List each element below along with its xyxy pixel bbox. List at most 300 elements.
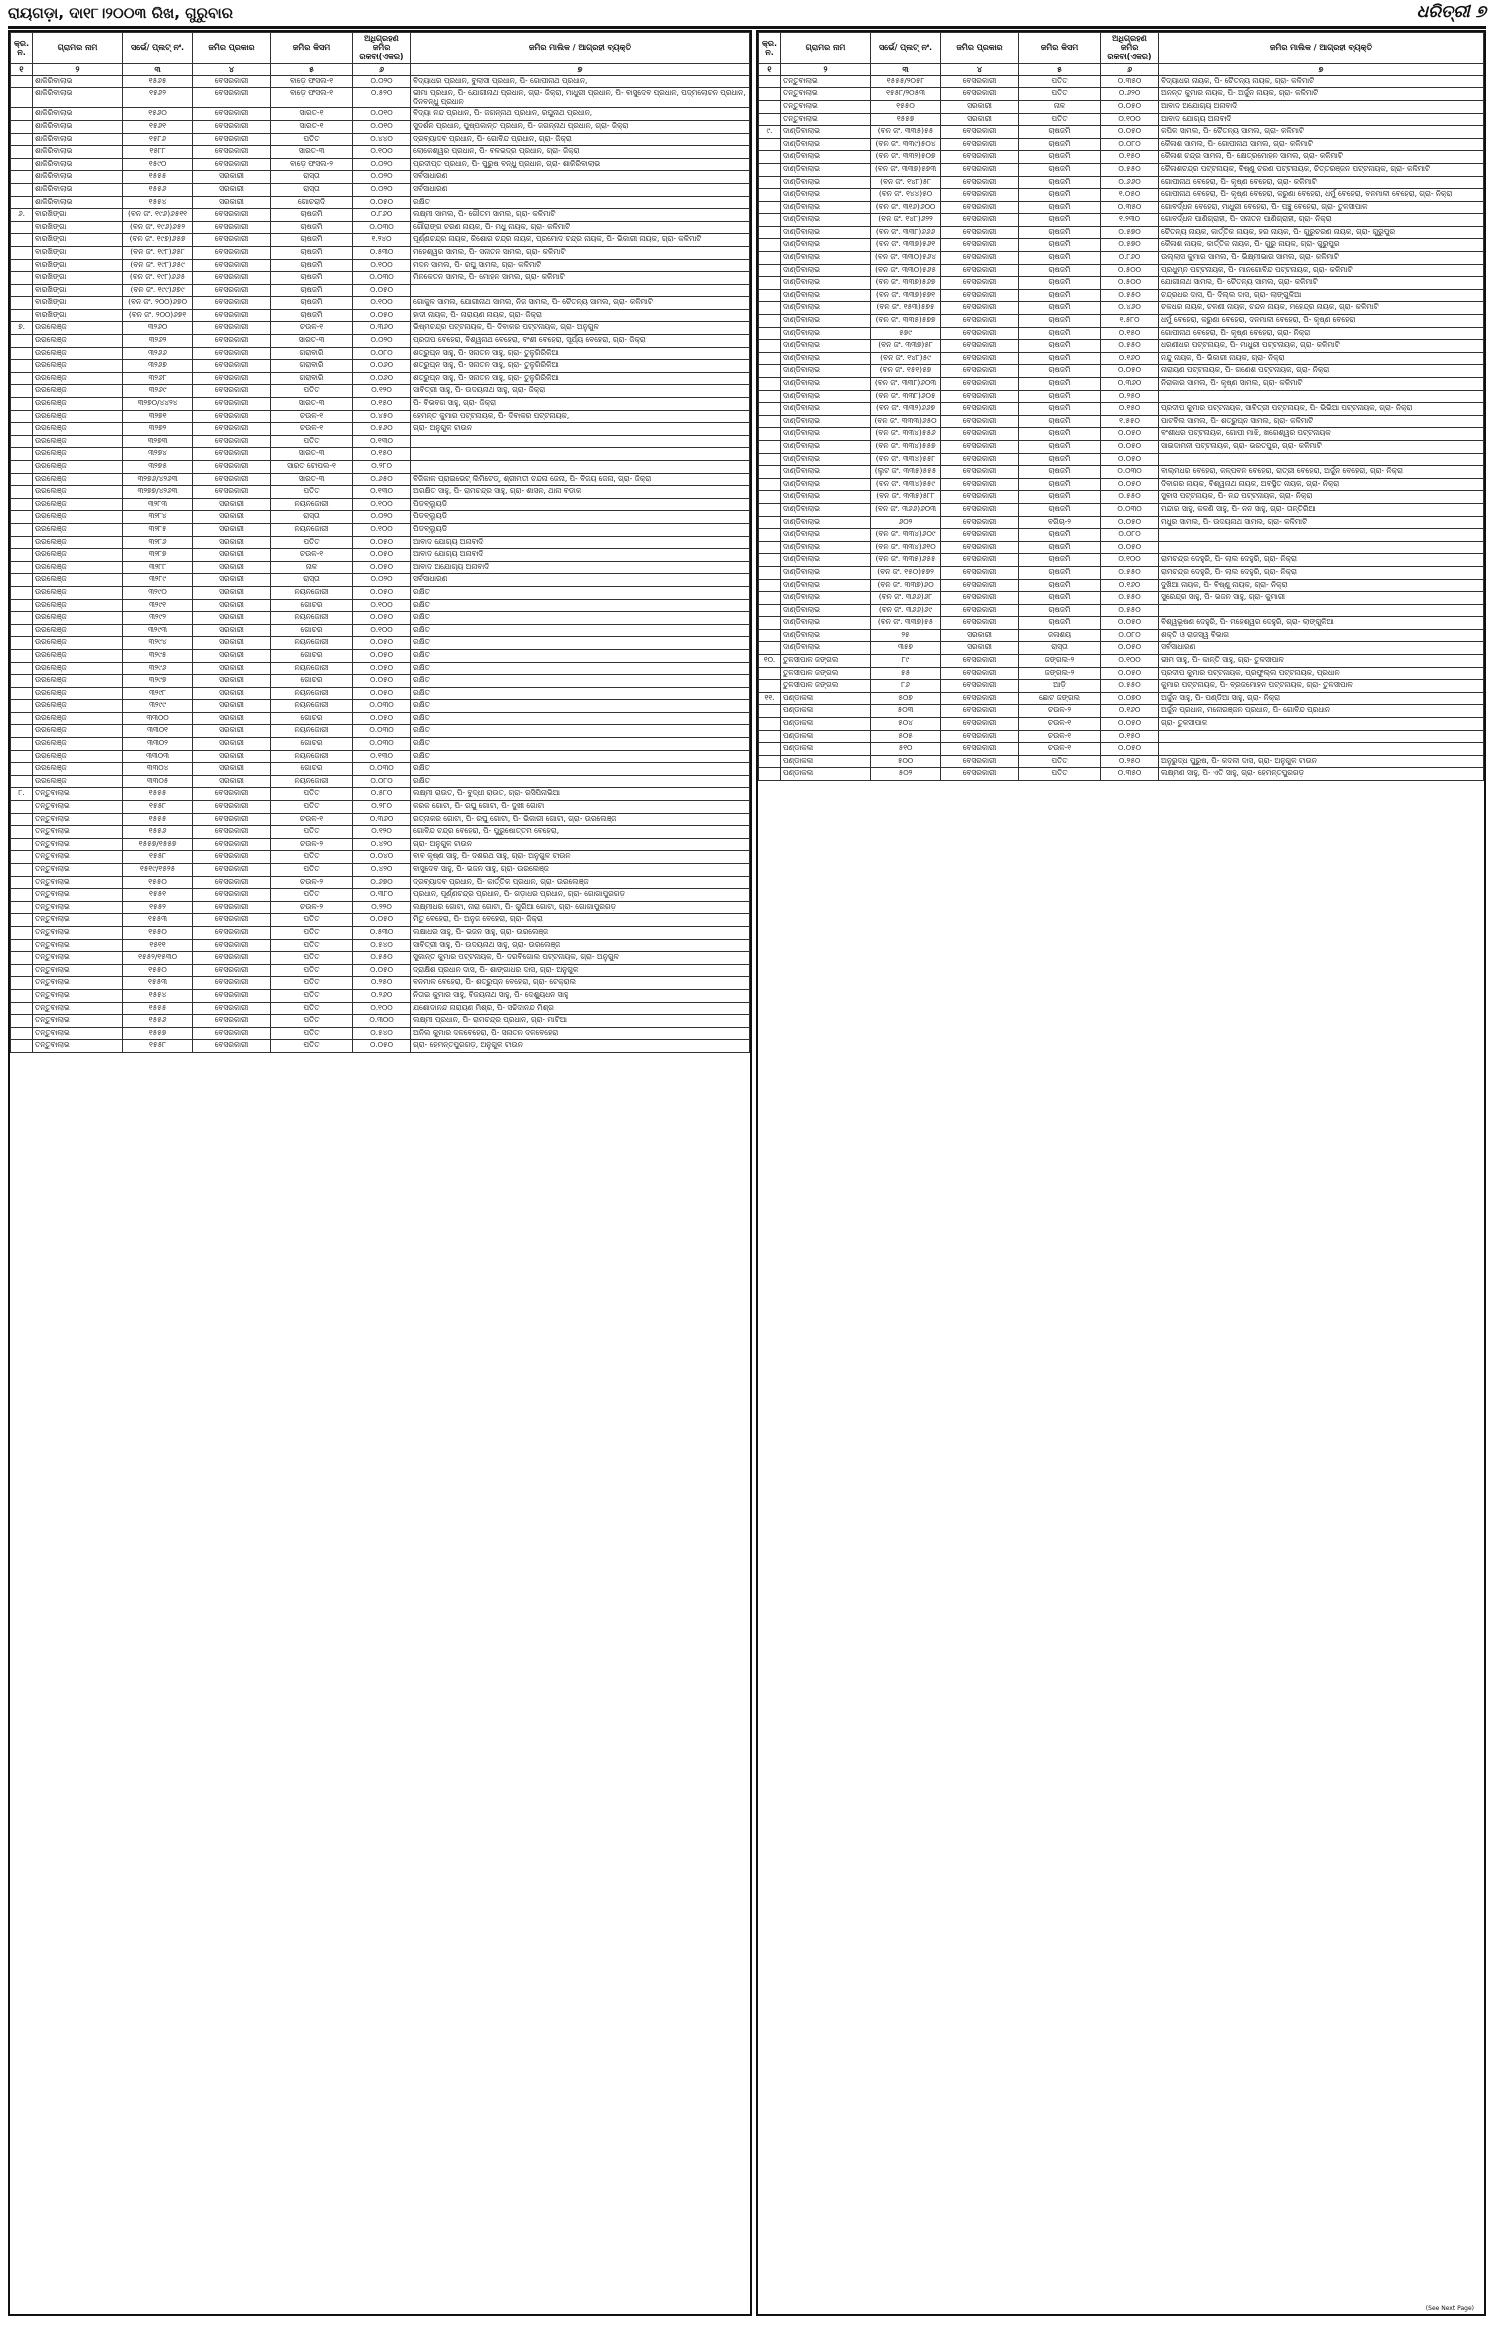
cell-land-class: ଚାଷଜମି: [1019, 151, 1101, 164]
cell-area: ୦.୦୫୦: [1101, 126, 1159, 139]
cell-serial: [759, 566, 781, 579]
cell-serial: [759, 100, 781, 113]
cell-land-class: ଗୋଚର: [271, 763, 353, 776]
cell-owner: ରକ୍ଷିତ: [411, 750, 750, 763]
table-row: [11, 272, 750, 285]
cell-area: ୦.୬୫୦: [353, 473, 411, 486]
cell-area: ୦.୦୨୦: [353, 511, 411, 524]
cell-land-type: ବେସରକାରୀ: [193, 360, 271, 373]
col-header-serial: କ୍ର. ନ.: [759, 33, 781, 64]
table-row: [759, 403, 1484, 416]
cell-serial: [759, 428, 781, 441]
cell-plot: ୧୫୫୦: [123, 926, 193, 939]
table-row: [11, 158, 750, 171]
cell-land-class: ଚାଷଜମି: [1019, 378, 1101, 391]
cell-serial: [11, 574, 33, 587]
table-row: [759, 428, 1484, 441]
cell-area: ୦.୫୫୦: [1101, 592, 1159, 605]
cell-owner: ସୁଦର୍ଶନ ପ୍ରଧାନ, ପୁଷ୍ପକାନ୍ତ ପ୍ରଧାନ, ପି- ଜଗନ୍ନାଥ ପ୍ରଧାନ, ଗ୍ରା- ଜିକ୍ରା: [411, 120, 750, 133]
cell-area: ୦.୦୩୦: [1101, 503, 1159, 516]
cell-village: ଶାକିରିବାଲାଭ: [33, 108, 123, 121]
cell-land-class: ଜଳାଶୟ: [1019, 629, 1101, 642]
cell-plot: ୧୫୫୪: [123, 196, 193, 209]
cell-area: ୦.୨୮୦: [353, 801, 411, 814]
table-row: [11, 511, 750, 524]
cell-land-type: ବେସରକାରୀ: [941, 718, 1019, 731]
cell-plot: (ବନ ଜଂ. ୩୩୫)୬୫୫: [871, 554, 941, 567]
table-row: [759, 214, 1484, 227]
cell-plot: (ବନ ଜଂ. ୧୯୬)୬୫୧୧: [123, 209, 193, 222]
cell-serial: [11, 523, 33, 536]
cell-village: ଦାଣ୍ଡିବାଲାଭ: [781, 289, 871, 302]
cell-area: ୦.୫୪୦: [353, 939, 411, 952]
land-acquisition-table-left: [10, 32, 750, 1053]
col-header-village: ଗ୍ରାମର ନାମ: [33, 33, 123, 64]
cell-land-type: ବେସରକାରୀ: [941, 755, 1019, 768]
cell-village: ତନ୍ତୁବାଲାଭ: [33, 977, 123, 990]
cell-serial: [759, 403, 781, 416]
cell-area: ୦.୧୦୦: [1101, 554, 1159, 567]
cell-owner: ଗୋବର୍ଦ୍ଧନ ପାଣିଗ୍ରାହୀ, ପି- ସନାତନ ପାଣିଗ୍ରାହୀ, ଗ୍ରା- ନିକ୍ରା: [1159, 214, 1484, 227]
cell-village: ତନ୍ତୁବାଲାଭ: [781, 113, 871, 126]
cell-land-type: ବେସରକାରୀ: [941, 138, 1019, 151]
table-row: [11, 964, 750, 977]
cell-plot: (ବନ ଜଂ. ୩୩୦)୫୬୫: [871, 264, 941, 277]
table-row: [759, 478, 1484, 491]
cell-area: ୦.୨୫୦: [1101, 755, 1159, 768]
table-row: [11, 398, 750, 411]
cell-owner: ଗୋପୀନାଥ ବେହେରା, ପି- କୃଷ୍ଣ ବେହେରା, କରୁଣା ବେହେରା, ଧର୍ମୁ ବେହେରା, ବନମାଳୀ ବେହେରା, ଗ୍ରା- ନିକ୍ରା: [1159, 189, 1484, 202]
cell-owner: ରକ୍ଷିତ: [411, 649, 750, 662]
cell-land-class: ପତିତ: [1019, 75, 1101, 88]
cell-serial: [11, 964, 33, 977]
cell-serial: [759, 75, 781, 88]
col-header-plot: ସର୍ଭେ/ ପ୍ଲଟ୍ ନଂ.: [123, 33, 193, 64]
cell-owner: ରକ୍ଷିତ: [411, 599, 750, 612]
cell-land-type: ବେସରକାରୀ: [941, 126, 1019, 139]
cell-serial: [11, 88, 33, 108]
table-row: [11, 335, 750, 348]
cell-owner: ମିନକେତନ ସାମଲ, ପି- ମୋହନ ସାମଲ, ଗ୍ରା- କଳିମାଟି: [411, 272, 750, 285]
cell-serial: [759, 617, 781, 630]
cell-serial: [11, 75, 33, 88]
cell-land-class: ପତିତ: [271, 788, 353, 801]
cell-area: ୦.୦୫୦: [1101, 440, 1159, 453]
cell-village: ଉରଲେଞ୍ଜ: [33, 486, 123, 499]
cell-village: ପଣ୍ଡାକଳା: [781, 705, 871, 718]
cell-plot: (ବନ ଜଂ. ୩୬୬)୬୯: [871, 604, 941, 617]
cell-plot: (ବନ ଜଂ. ୩୩୪)୫୫୮: [871, 453, 941, 466]
cell-plot: (ବନ ଜଂ. ୧୪୮)୫୯: [871, 352, 941, 365]
cell-land-type: ସରକାରୀ: [193, 549, 271, 562]
cell-land-type: ସରକାରୀ: [193, 612, 271, 625]
cell-area: ୦.୦୭୦: [1101, 692, 1159, 705]
cell-village: ତନ୍ତୁବାଲାଭ: [33, 876, 123, 889]
cell-owner: ଲକ୍ଷାଧର ସାହୁ, ପି- ଭଜନ ସାହୁ, ଗ୍ରା- ଉରଲେଞ୍ଜ: [411, 926, 750, 939]
cell-plot: (ବନ ଜଂ. ୧୯୯)୬୭୯: [123, 284, 193, 297]
cell-village: ଉରଲେଞ୍ଜ: [33, 423, 123, 436]
cell-land-class: ପତିତ: [271, 536, 353, 549]
cell-owner: ଆବାଦ ଯୋଗ୍ୟ ଅନାବାଦି: [411, 536, 750, 549]
cell-plot: (ବନ ଜଂ. ୩୩୮)୬୦୩: [871, 378, 941, 391]
cell-area: ୦.୧୦୦: [353, 259, 411, 272]
cell-area: ୦.୫୨୦: [353, 88, 411, 108]
cell-land-class: ଚାଷଜମି: [1019, 189, 1101, 202]
cell-plot: ୩୨୯୧: [123, 599, 193, 612]
cell-plot: (ବନ ଜଂ. ୩୩୪)୬୦୯: [871, 529, 941, 542]
col-header-land-class: ଜମିର କିସମ: [1019, 33, 1101, 64]
cell-plot: ୩୨୬୯: [123, 385, 193, 398]
cell-land-type: ବେସରକାରୀ: [193, 133, 271, 146]
table-row: [759, 239, 1484, 252]
cell-land-type: ବେସରକାରୀ: [193, 826, 271, 839]
col-number: ୬: [353, 63, 411, 75]
cell-serial: [759, 113, 781, 126]
cell-area: ୦.୨୮୦: [353, 461, 411, 474]
cell-land-class: ଚାଷଜମି: [1019, 428, 1101, 441]
cell-village: ତନ୍ତୁବାଲାଭ: [33, 926, 123, 939]
table-row: [11, 75, 750, 88]
cell-land-type: ବେସରକାରୀ: [941, 378, 1019, 391]
table-row: [11, 171, 750, 184]
cell-area: ୦.୮୬୦: [353, 209, 411, 222]
cell-plot: ୩୨୮୮: [123, 561, 193, 574]
cell-land-class: ଚାଷଜମି: [1019, 491, 1101, 504]
cell-serial: [11, 1040, 33, 1053]
cell-land-class: ପତିତ: [271, 889, 353, 902]
cell-village: ଉରଲେଞ୍ଜ: [33, 372, 123, 385]
cell-serial: [11, 687, 33, 700]
cell-land-class: ନୟନଜୋରୀ: [271, 523, 353, 536]
cell-serial: [11, 649, 33, 662]
cell-land-class: ସାରତ-୩: [271, 473, 353, 486]
cell-owner: ଗୋପୀନାଥ ବେହେରା, ପି- କୃଷ୍ଣ ବେହେରା, ଗ୍ରା- କଳିମାଟି: [1159, 176, 1484, 189]
col-number: ୩: [871, 63, 941, 75]
cell-owner: ମିତୁ ବେହେରା, ପି- ଅନୁଜ ବେହେରା, ଗ୍ରା- ଜିକ୍ରା: [411, 914, 750, 927]
cell-land-class: ବାଡ଼େ ଫସଲ-୨: [271, 158, 353, 171]
cell-land-class: ପତିତ: [1019, 113, 1101, 126]
cell-area: ୦.୬୨୦: [1101, 88, 1159, 101]
cell-owner: ପାଟବିଲ ସାମଲ, ପି- ଶତ୍ରୁଘ୍ନ ସାମଲ, ଗ୍ରା- କଳିମାଟି: [1159, 415, 1484, 428]
table-row: [759, 390, 1484, 403]
cell-owner: ଚନ୍ଦ୍ରଧର ଦାସ, ପି- ଦିଲ୍ଲ ଦାସ, ଗ୍ରା- ଲାଙ୍ଗୁଳିଆ: [1159, 289, 1484, 302]
cell-serial: [759, 541, 781, 554]
cell-area: ୦.୧୩୦: [353, 486, 411, 499]
cell-village: ଦାଣ୍ଡିବାଲାଭ: [781, 239, 871, 252]
cell-land-type: ବେସରକାରୀ: [193, 284, 271, 297]
cell-land-type: ବେସରକାରୀ: [193, 272, 271, 285]
cell-plot: (ବନ ଜଂ. ୩୩୨)୬୬୭: [871, 403, 941, 416]
cell-land-type: ବେସରକାରୀ: [193, 977, 271, 990]
cell-area: ୦.୧୦୦: [1101, 113, 1159, 126]
cell-land-type: ସରକାରୀ: [193, 183, 271, 196]
cell-serial: [759, 529, 781, 542]
cell-serial: [11, 889, 33, 902]
column-number-row: [11, 63, 750, 75]
table-row: [759, 604, 1484, 617]
cell-land-type: ବେସରକାରୀ: [941, 692, 1019, 705]
table-row: [759, 201, 1484, 214]
cell-owner: ପ୍ରଧୁମ୍ନ ପଟ୍ଟନାୟକ, ପି- ମାନଗୋବିନ୍ଦ ପଟ୍ଟନାୟକ, ଗ୍ରା- କଳିମାଟି: [1159, 264, 1484, 277]
cell-serial: ୯.: [759, 126, 781, 139]
cell-area: ୦.୨୫୦: [1101, 390, 1159, 403]
cell-village: ଦାଣ୍ଡିବାଲାଭ: [781, 478, 871, 491]
table-row: [11, 599, 750, 612]
table-row: [759, 189, 1484, 202]
cell-plot: (ବନ ଜଂ. ୩୩୭)୫୬୭: [871, 277, 941, 290]
cell-owner: ରକ୍ଷିତ: [411, 637, 750, 650]
table-row: [11, 649, 750, 662]
cell-area: ୧.୨୩୦: [1101, 214, 1159, 227]
table-row: [11, 624, 750, 637]
cell-serial: [11, 775, 33, 788]
cell-area: ୦.୦୫୦: [353, 284, 411, 297]
cell-area: ୦.୦୫୦: [1101, 453, 1159, 466]
cell-land-type: ବେସରକାରୀ: [941, 478, 1019, 491]
cell-land-class: ସାରତ-୧: [271, 120, 353, 133]
cell-land-type: ବେସରକାରୀ: [193, 1002, 271, 1015]
cell-plot: ୩୨୯୪: [123, 637, 193, 650]
cell-village: ତନ୍ତୁବାଲାଭ: [33, 851, 123, 864]
cell-area: ୦.୩୬୦: [353, 813, 411, 826]
cell-serial: [11, 838, 33, 851]
cell-land-type: ବେସରକାରୀ: [193, 309, 271, 322]
cell-plot: (ବନ ଜଂ. ୩୩୪)୫୫୬: [871, 428, 941, 441]
cell-area: ୦.୧୫୦: [353, 448, 411, 461]
table-row: [11, 120, 750, 133]
cell-plot: (ବନ ଜଂ. ୩୩୪)୫୫୯: [871, 478, 941, 491]
cell-owner: ଦିବାଗର ନାୟକ, ବିଶ୍ୱନାଥ ନାୟକ, ଅବସ୍ଥିତ ନାୟକ, ଗ୍ରା- ନିକ୍ରା: [1159, 478, 1484, 491]
cell-village: ଶାକିରିବାଲାଭ: [33, 88, 123, 108]
cell-land-class: ଚାଷଜମି: [1019, 264, 1101, 277]
cell-land-type: ବେସରକାରୀ: [941, 189, 1019, 202]
cell-plot: ୧୫୫୮: [123, 1040, 193, 1053]
cell-area: ୦.୦୫୦: [1101, 100, 1159, 113]
cell-area: ୦.୦୩୦: [353, 725, 411, 738]
cell-plot: (ବନ ଜଂ. ୧୯୮)୬୬୫: [123, 272, 193, 285]
cell-plot: ୩୫୭: [871, 642, 941, 655]
cell-land-type: ବେସରକାରୀ: [193, 423, 271, 436]
cell-land-type: ବେସରକାରୀ: [193, 347, 271, 360]
cell-land-type: ସରକାରୀ: [193, 561, 271, 574]
cell-serial: [11, 1015, 33, 1028]
cell-area: ୦.୧୫୦: [353, 398, 411, 411]
cell-land-type: ବେସରକାରୀ: [193, 322, 271, 335]
cell-land-type: ବେସରକାରୀ: [941, 340, 1019, 353]
cell-plot: (ବନ ଜଂ. ୧୯୬)୬୫୨: [123, 221, 193, 234]
cell-serial: [11, 221, 33, 234]
cell-land-type: ବେସରକାରୀ: [193, 246, 271, 259]
cell-land-type: ସରକାରୀ: [193, 700, 271, 713]
cell-owner: ରାମଚନ୍ଦ୍ର ଦେହୁରି, ପି- ଲାଲ ଦେହୁରି, ଗ୍ରା- ନିକ୍ରା: [1159, 566, 1484, 579]
cell-owner: ରକ୍ଷିତ: [411, 196, 750, 209]
cell-land-type: ବେସରକାରୀ: [193, 486, 271, 499]
cell-land-class: ଗୋଚର: [271, 712, 353, 725]
cell-owner: ଗୋବର୍ଦ୍ଧନ ବେହେରା, ମାଧୁରୀ ବେହେରା, ପି- ପଞ୍ଚୁ ବେହେରା, ଗ୍ରା- ତୁଳସୀପାଳ: [1159, 201, 1484, 214]
table-row: [11, 133, 750, 146]
cell-area: ୦.୦୩୦: [353, 221, 411, 234]
cell-village: ଦାଣ୍ଡିବାଲାଭ: [781, 138, 871, 151]
cell-plot: (ବନ ଜଂ. ୧୫୧)୫୭: [871, 365, 941, 378]
cell-serial: [11, 801, 33, 814]
cell-land-class: ଚଉଳ-୨: [271, 838, 353, 851]
cell-land-type: ବେସରକାରୀ: [941, 453, 1019, 466]
cell-owner: ରକ୍ଷିତ: [411, 712, 750, 725]
cell-land-type: ବେସରକାରୀ: [193, 435, 271, 448]
table-row: [11, 473, 750, 486]
column-number-row: [759, 63, 1484, 75]
cell-serial: [11, 511, 33, 524]
cell-owner: ଚକଧର ନାୟକ, ଚଳଣୀ ନାୟକ, ଚନ୍ଦନ ନାୟକ, ମହେନ୍ଦ୍ର ନାୟକ, ଗ୍ରା- କଳିମାଟି: [1159, 302, 1484, 315]
cell-area: ୦.୧୫୦: [1101, 327, 1159, 340]
cell-village: ଉରଲେଞ୍ଜ: [33, 561, 123, 574]
cell-plot: ୧୫୫୮: [123, 851, 193, 864]
cell-village: ଦାଣ୍ଡିବାଲାଭ: [781, 126, 871, 139]
cell-village: ଶାକିରିବାଲାଭ: [33, 158, 123, 171]
cell-land-class: ରାସ୍ତା: [271, 183, 353, 196]
cell-plot: ୩୩୦୦: [123, 712, 193, 725]
table-row: [759, 692, 1484, 705]
cell-plot: ୧୫୬୧: [123, 120, 193, 133]
cell-area: ୦.୦୧୦: [353, 120, 411, 133]
cell-village: ତନ୍ତୁବାଲାଭ: [33, 901, 123, 914]
cell-plot: ୩୩୦୧: [123, 725, 193, 738]
cell-area: ୦.୧୩୦: [353, 750, 411, 763]
cell-area: ୦.୨୬୦: [353, 989, 411, 1002]
cell-land-class: ଚଉଳ-୧: [271, 423, 353, 436]
cell-plot: ୧୫୫୫: [123, 171, 193, 184]
cell-land-class: ଚାଷଜମି: [271, 259, 353, 272]
col-number: ୬: [1101, 63, 1159, 75]
table-row: [11, 385, 750, 398]
cell-plot: ୩୩୦୩: [123, 750, 193, 763]
cell-land-class: ଚାଷଜମି: [1019, 126, 1101, 139]
cell-serial: [11, 901, 33, 914]
cell-owner: ଗ୍ରା- ଅନୁଗୁଳ ଟାଉନ: [411, 838, 750, 851]
cell-land-type: ବେସରକାରୀ: [193, 1027, 271, 1040]
col-number: ୭: [411, 63, 750, 75]
cell-serial: [11, 183, 33, 196]
right-table-body: [759, 75, 1484, 780]
cell-owner: ସୁବାସ ପଟ୍ଟନାୟକ, ପି- ନନ୍ଦ ପଟ୍ଟନାୟକ, ଗ୍ରା- ନିକ୍ରା: [1159, 491, 1484, 504]
cell-area: ୦.୧୩୦: [353, 435, 411, 448]
cell-land-type: ବେସରକାରୀ: [941, 352, 1019, 365]
cell-plot: ୩୨୭୨: [123, 423, 193, 436]
cell-serial: [11, 259, 33, 272]
cell-owner: ପି- ବିଭବଗ ସାହୁ, ଗ୍ରା- ଜିକ୍ରା: [411, 398, 750, 411]
cell-area: ୦.୦୮୦: [353, 347, 411, 360]
cell-serial: [11, 448, 33, 461]
cell-plot: ୩୨୬୭: [123, 360, 193, 373]
cell-land-class: ଚାଷଜମି: [1019, 466, 1101, 479]
cell-land-type: ବେସରକାରୀ: [193, 410, 271, 423]
cell-owner: ଗ୍ରା- ହେମନ୍ତପୁରଗଡ଼, ଅନୁଗୁଳ ଟାଉନ: [411, 1040, 750, 1053]
cell-plot: ୧୫୬୫: [123, 75, 193, 88]
cell-plot: (ଲୁଟ ଜଂ. ୩୩୫)୫୫୫: [871, 466, 941, 479]
cell-land-type: ବେସରକାରୀ: [941, 428, 1019, 441]
cell-village: ଦାଣ୍ଡିବାଲାଭ: [781, 327, 871, 340]
cell-land-type: ସରକାରୀ: [193, 196, 271, 209]
cell-serial: [759, 466, 781, 479]
table-row: [11, 901, 750, 914]
table-row: [11, 1015, 750, 1028]
cell-serial: [11, 423, 33, 436]
table-row: [759, 718, 1484, 731]
cell-village: ଦାଣ୍ଡିବାଲାଭ: [781, 592, 871, 605]
cell-plot: ୧୫୯୦: [123, 158, 193, 171]
table-row: [11, 297, 750, 310]
cell-owner: ସର୍ବସାଧାରଣ: [411, 574, 750, 587]
cell-area: ୦.୦୫୦: [1101, 478, 1159, 491]
cell-serial: [11, 624, 33, 637]
cell-land-type: ବେସରକାରୀ: [193, 461, 271, 474]
col-number: ୨: [33, 63, 123, 75]
cell-land-type: ବେସରକାରୀ: [193, 989, 271, 1002]
cell-serial: [11, 347, 33, 360]
cell-owner: ଅନୁରୁଦ୍ଧ ପୁରୁଷ, ପି- କଦଳୀ ଦାସ, ଗ୍ରା- ଅନୁଗୁଳ ଟାଉନ: [1159, 755, 1484, 768]
cell-owner: ମହେଶ୍ୱର ସାମଲ, ପି- ସନାତନ ସାମଲ, ଗ୍ରା- କଳିମାଟି: [411, 246, 750, 259]
cell-village: ପଣ୍ଡାକଳା: [781, 692, 871, 705]
cell-owner: ଧରଣୀଧର ପଟ୍ଟନାୟକ, ପି- ମାଧୁରୀ ପଟ୍ଟନାୟକ, ଗ୍ରା- କଳିମାଟି: [1159, 340, 1484, 353]
cell-serial: [759, 440, 781, 453]
table-row: [11, 662, 750, 675]
cell-area: ୦.୦୨୦: [353, 335, 411, 348]
table-row: [759, 743, 1484, 756]
cell-area: ୦.୧୫୦: [1101, 730, 1159, 743]
cell-serial: [759, 579, 781, 592]
cell-serial: [11, 398, 33, 411]
cell-area: ୦.୦୫୦: [1101, 365, 1159, 378]
cell-area: ୦.୩୬୦: [1101, 378, 1159, 391]
table-row: [11, 586, 750, 599]
cell-land-class: ଚାଷଜମି: [1019, 478, 1101, 491]
cell-area: ୦.୦୩୦: [353, 272, 411, 285]
cell-serial: [759, 755, 781, 768]
cell-village: ତନ୍ତୁବାଲାଭ: [781, 100, 871, 113]
cell-owner: ସାବିତ୍ରୀ ସାହୁ, ପି- ଉଦୟନାଥ ସାହୁ, ଗ୍ରା- ଜିକ୍ରା: [411, 385, 750, 398]
cell-serial: [11, 675, 33, 688]
cell-land-class: ଚାଷଜମି: [271, 297, 353, 310]
cell-area: ୦.୫୮୦: [353, 788, 411, 801]
cell-area: ୦.୦୫୦: [353, 712, 411, 725]
left-table-body: [11, 75, 750, 1052]
cell-serial: [759, 365, 781, 378]
cell-owner: ଭିଷ୍ମଚନ୍ଦ୍ର ପଟ୍ଟନାୟକ, ପି- ଦିବାକର ପଟ୍ଟନାୟକ, ଗ୍ରା- ଅନୁଗୁଳ: [411, 322, 750, 335]
cell-land-class: ଚାଷଜମି: [271, 284, 353, 297]
cell-owner: ଗୋପୀନାଥ ବେହେରା, ପି- କୃଷ୍ଣ ବେହେରା, ଗ୍ରା- ନିକ୍ରା: [1159, 327, 1484, 340]
cell-land-type: ବେସରକାରୀ: [193, 926, 271, 939]
cell-serial: [11, 297, 33, 310]
cell-land-class: ଆଡ଼ି: [1019, 680, 1101, 693]
cell-serial: ୧୦.: [759, 655, 781, 668]
cell-serial: ୬.: [11, 209, 33, 222]
col-header-land-type: ଜମିର ପ୍ରକାର: [941, 33, 1019, 64]
cell-land-class: ଚାଷଜମି: [1019, 415, 1101, 428]
cell-village: ପଣ୍ଡାକଳା: [781, 730, 871, 743]
cell-owner: ବିଜିକାଳ ପ୍ରାଇଭେଟ୍ ଲିମିଟେଡ୍, ଶ୍ରୀମତୀ ଚନ୍ଦନା ଜେନା, ପି- ବିଜୟ ଜେନା, ଗ୍ରା- ଜିକ୍ରା: [411, 473, 750, 486]
cell-serial: [11, 561, 33, 574]
cell-land-type: ସରକାରୀ: [193, 574, 271, 587]
cell-owner: ଉଲ୍ଲାସ କୁମାର ସାମଲ, ପି- ଭିକ୍ଷ୍ମୀଭାର ସାମଲ, ଗ୍ରା- କଳିମାଟି: [1159, 252, 1484, 265]
cell-serial: [11, 826, 33, 839]
cell-village: ଦାଣ୍ଡିବାଲାଭ: [781, 453, 871, 466]
cell-land-type: ବେସରକାରୀ: [941, 390, 1019, 403]
cell-village: ତନ୍ତୁବାଲାଭ: [33, 838, 123, 851]
cell-village: ତନ୍ତୁବାଲାଭ: [33, 864, 123, 877]
cell-plot: ୫୦୪: [871, 718, 941, 731]
table-row: [759, 655, 1484, 668]
cell-owner: ନାରାୟଣ ପଟ୍ଟନାୟକ, ପି- ଗଣେଶ ପଟ୍ଟନାୟକ, ଗ୍ରା- ନିକ୍ରା: [1159, 365, 1484, 378]
